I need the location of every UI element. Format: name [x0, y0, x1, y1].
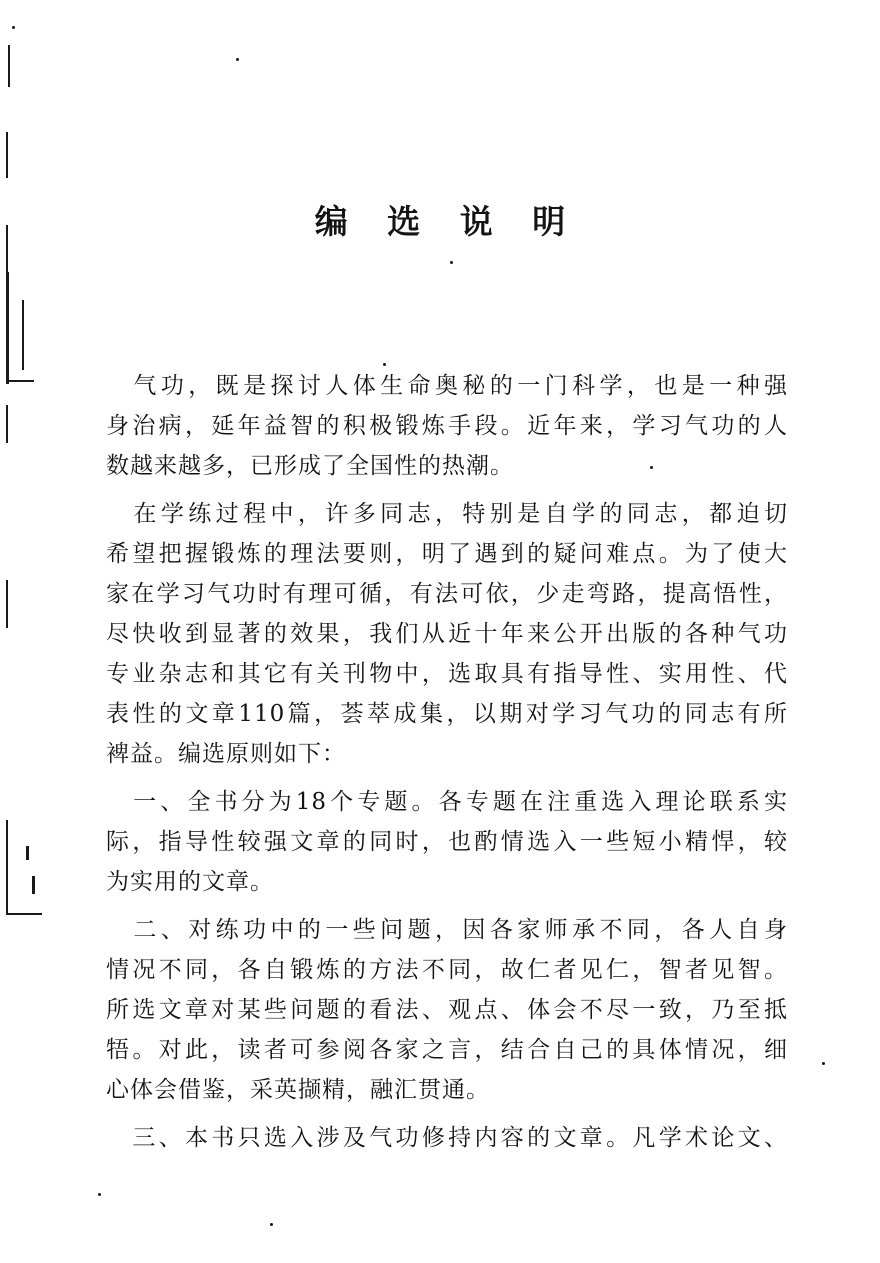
text-line: 希望把握锻炼的理法要则，明了遇到的疑问难点。为了使大	[106, 541, 788, 567]
scan-edge-mark	[6, 132, 8, 178]
text-line: 一、全书分为18个专题。各专题在注重选入理论联系实	[106, 789, 788, 815]
scan-edge-mark	[32, 876, 35, 894]
scan-speck	[12, 26, 15, 29]
text-line: 表性的文章110篇，荟萃成集，以期对学习气功的同志有所	[106, 701, 788, 727]
scan-edge-mark	[6, 580, 8, 628]
scan-edge-mark	[6, 405, 8, 443]
text-line: 尽快收到显著的效果，我们从近十年来公开出版的各种气功	[106, 621, 788, 647]
text-line: 数越来越多，已形成了全国性的热潮。	[106, 453, 514, 479]
text-line: 牾。对此，读者可参阅各家之言，结合自己的具体情况，细	[106, 1037, 788, 1063]
scan-edge-mark	[6, 380, 34, 382]
text-line: 为实用的文章。	[106, 869, 274, 895]
text-line: 三、本书只选入涉及气功修持内容的文章。凡学术论文、	[106, 1125, 788, 1151]
text-line: 身治病，延年益智的积极锻炼手段。近年来，学习气功的人	[106, 413, 788, 439]
text-line: 气功，既是探讨人体生命奥秘的一门科学，也是一种强	[106, 373, 788, 399]
scan-edge-mark	[6, 272, 9, 384]
text-line: 所选文章对某些问题的看法、观点、体会不尽一致，乃至抵	[106, 997, 788, 1023]
text-line: 专业杂志和其它有关刊物中，选取具有指导性、实用性、代	[106, 661, 788, 687]
text-line: 际，指导性较强文章的同时，也酌情选入一些短小精悍，较	[106, 829, 788, 855]
text-line: 在学练过程中，许多同志，特别是自学的同志，都迫切	[106, 501, 788, 527]
scan-edge-mark	[26, 846, 29, 860]
text-line: 情况不同，各自锻炼的方法不同，故仁者见仁，智者见智。	[106, 957, 788, 983]
text-line: 二、对练功中的一些问题，因各家师承不同，各人自身	[106, 917, 788, 943]
scan-edge-mark	[6, 913, 42, 915]
scan-speck	[236, 58, 239, 61]
scan-speck	[98, 1193, 101, 1196]
scan-speck	[270, 1223, 273, 1226]
scan-edge-mark	[8, 45, 10, 87]
scan-edge-mark	[6, 820, 8, 915]
scan-speck	[450, 261, 453, 264]
text-line: 心体会借鉴，采英撷精，融汇贯通。	[106, 1077, 490, 1103]
page-title: 编 选 说 明	[314, 202, 580, 241]
text-line: 裨益。编选原则如下：	[106, 741, 346, 767]
scan-speck	[822, 1062, 825, 1065]
text-line: 家在学习气功时有理可循，有法可依，少走弯路，提高悟性，	[106, 581, 788, 607]
scan-edge-mark	[22, 300, 24, 370]
